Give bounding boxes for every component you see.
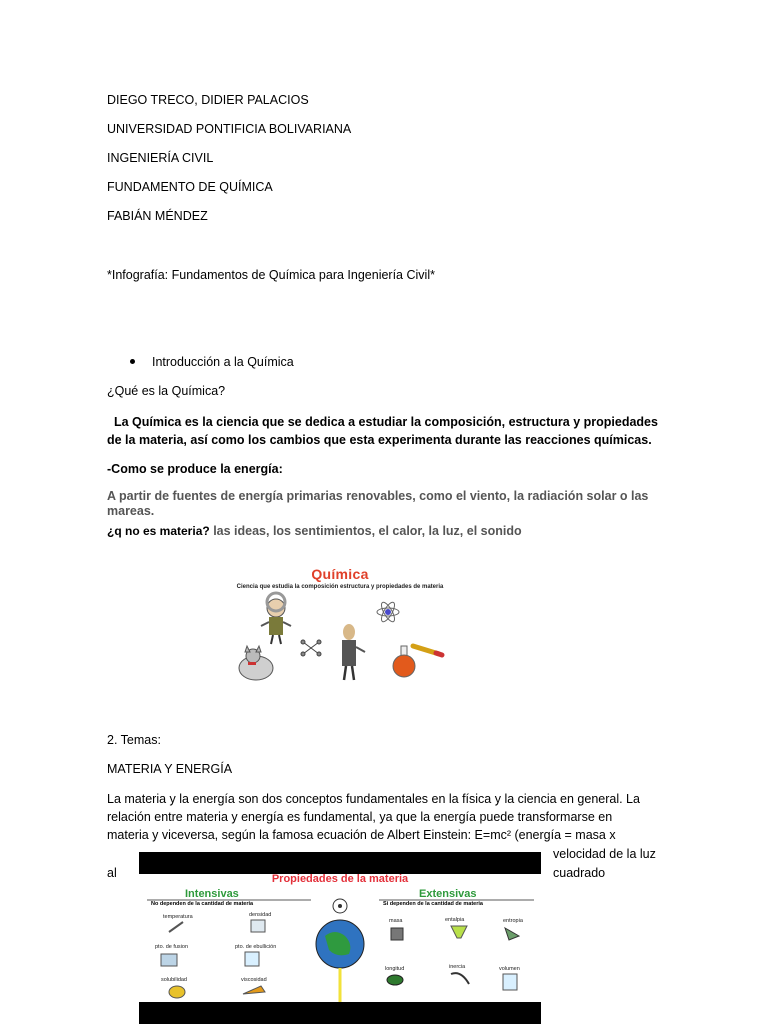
course: FUNDAMENTO DE QUÍMICA <box>107 180 273 194</box>
not-matter-question: ¿q no es materia? <box>107 524 210 538</box>
label-ebullicion: pto. de ebullición <box>235 944 277 950</box>
teacher: FABIÁN MÉNDEZ <box>107 209 208 223</box>
chemistry-definition: La Química es la ciencia que se dedica a estudiar la composición, estructura y propiedades de la materia, así como los cambios que esta experimenta durante las reacciones químicas. <box>107 415 658 447</box>
intensivas-heading: Intensivas <box>185 888 239 900</box>
label-inercia: inercia <box>449 964 466 970</box>
properties-panel <box>139 874 541 1002</box>
label-temperatura: temperatura <box>163 914 193 920</box>
not-matter-answer: las ideas, los sentimientos, el calor, la luz, el sonido <box>213 524 522 538</box>
not-matter-line <box>107 524 522 538</box>
label-viscosidad: viscosidad <box>241 977 267 983</box>
matter-energy-paragraph: La materia y la energía son dos conceptos fundamentales en la física y la ciencia en general. La relación entre materia y energía es fundamental, ya que la energía puede transformarse en materia y viceversa, según la famosa ecuación de Albert Einstein: E=mc² (energía = masa x <box>107 792 640 842</box>
extensivas-subtitle: Si dependen de la cantidad de materia <box>383 901 483 907</box>
authors: DIEGO TRECO, DIDIER PALACIOS <box>107 93 309 107</box>
extensivas-heading: Extensivas <box>419 888 477 900</box>
energy-heading: -Como se produce la energía: <box>107 462 283 476</box>
topics-heading: 2. Temas: <box>107 733 161 747</box>
label-masa: masa <box>389 918 403 924</box>
energy-text: A partir de fuentes de energía primarias renovables, como el viento, la radiación solar o las mareas. <box>107 489 649 518</box>
label-volumen: volumen <box>499 966 520 972</box>
label-entalpia: entalpia <box>445 917 465 923</box>
question-what-is-chemistry: ¿Qué es la Química? <box>107 384 226 398</box>
wrap-right-2: cuadrado <box>553 866 606 880</box>
label-fusion: pto. de fusion <box>155 944 189 950</box>
wrap-left: al <box>107 866 117 880</box>
document-title: *Infografía: Fundamentos de Química para Ingeniería Civil* <box>107 268 435 282</box>
illustration-subtitle: Ciencia que estudia la composición estructura y propiedades de materia <box>236 584 444 590</box>
intensivas-subtitle: No dependen de la cantidad de materia <box>151 901 254 907</box>
university: UNIVERSIDAD PONTIFICIA BOLIVARIANA <box>107 122 352 136</box>
program: INGENIERÍA CIVIL <box>107 151 214 165</box>
chemistry-illustration <box>231 562 449 688</box>
topic-matter-energy: MATERIA Y ENERGÍA <box>107 762 233 776</box>
label-densidad: densidad <box>249 912 272 918</box>
matter-properties-image <box>139 852 541 1024</box>
bullet-dot <box>130 359 135 364</box>
label-longitud: longitud <box>385 966 405 972</box>
bullet-intro: Introducción a la Química <box>152 355 294 369</box>
label-entropia: entropia <box>503 918 523 924</box>
wrap-right-1: velocidad de la luz <box>553 847 656 861</box>
properties-title: Propiedades de la materia <box>271 873 409 885</box>
illustration-title: Química <box>311 566 369 582</box>
chemistry-cartoon-icon <box>231 562 449 688</box>
label-solubilidad: solubilidad <box>161 977 187 983</box>
